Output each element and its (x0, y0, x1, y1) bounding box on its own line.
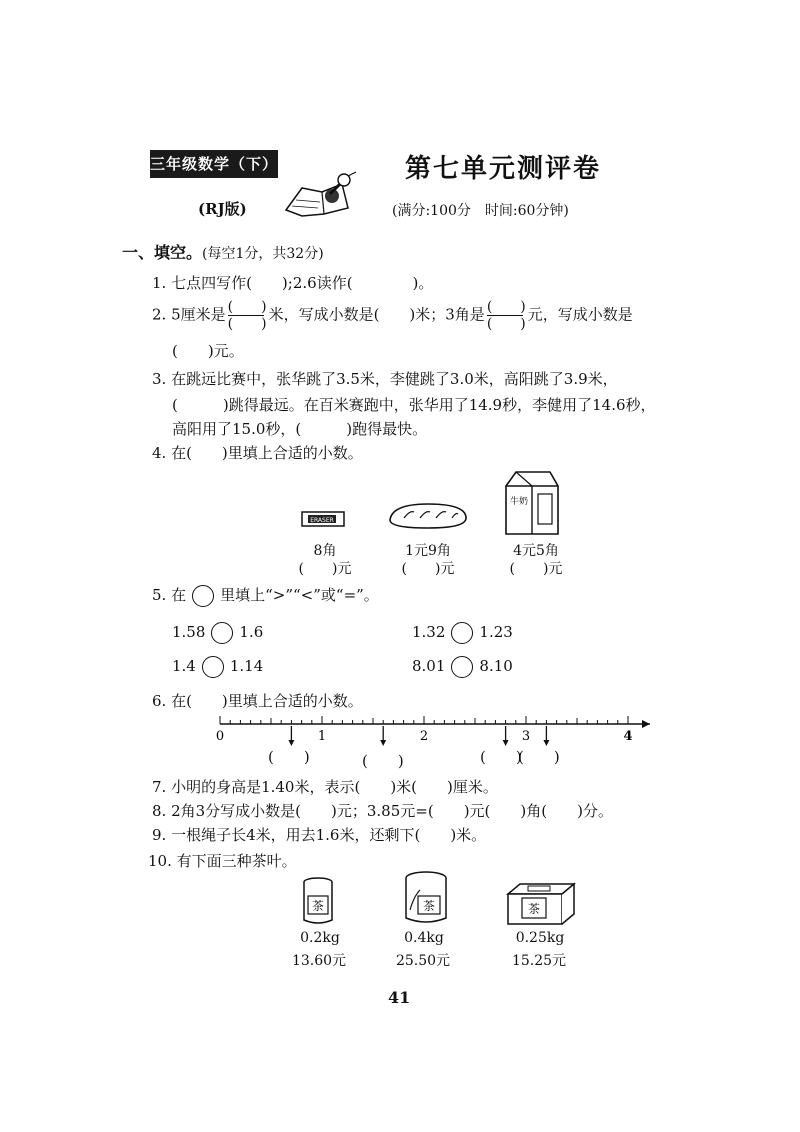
numberline-blank-1[interactable]: ( ) (268, 748, 310, 766)
compare-circle[interactable] (451, 656, 473, 678)
milk-label: 牛奶 (509, 497, 529, 507)
question-3-line2: ( )跳得最远。在百米赛跑中，张华用了14.9秒，李健用了14.6秒， (172, 396, 656, 414)
compare-circle[interactable] (451, 622, 473, 644)
numberline-blank-3[interactable]: ( ) (480, 748, 522, 766)
milk-answer[interactable]: ( )元 (509, 561, 563, 577)
arrow-right-icon (642, 720, 650, 728)
numberline-blank-2[interactable]: ( ) (362, 752, 404, 770)
compare-right: 8.10 (479, 657, 513, 675)
tea-label: 茶 (311, 899, 325, 913)
eraser-price: 8角 (313, 543, 337, 559)
tea-can-small-icon (300, 876, 336, 926)
tea-label: 茶 (422, 899, 436, 913)
tea-box-icon (506, 882, 576, 926)
tea-weight: 0.4kg (404, 930, 444, 946)
fraction-blank[interactable] (228, 300, 267, 331)
question-1: 1. 七点四写作( );2.6读作( )。 (152, 274, 434, 292)
compare-row (412, 656, 513, 678)
book-student-illustration (282, 170, 362, 220)
tick-label: 2 (419, 729, 429, 744)
q5-part-b: 里填上“>”“<”或“=”。 (220, 586, 379, 604)
compare-right: 1.14 (229, 657, 264, 675)
tick-label: 0 (215, 729, 225, 744)
question-5 (152, 584, 379, 607)
compare-left: 1.58 (172, 623, 206, 641)
question-10: 10. 有下面三种茶叶。 (148, 852, 297, 870)
bread-price: 1元9角 (405, 543, 451, 559)
tea-weight: 0.25kg (515, 930, 565, 946)
numberline-blank-4[interactable]: ( ) (518, 748, 560, 766)
milk-price: 4元5角 (513, 543, 559, 559)
compare-row (172, 656, 263, 678)
compare-left: 8.01 (412, 657, 446, 675)
question-4: 4. 在( )里填上合适的小数。 (152, 444, 363, 462)
eraser-illustration (300, 508, 346, 530)
q2-part-c: 元，写成小数是 (527, 305, 633, 324)
arrow-down-icon (380, 740, 386, 746)
question-7: 7. 小明的身高是1.40米，表示( )米( )厘米。 (152, 778, 498, 796)
circle-icon (192, 585, 214, 607)
compare-circle[interactable] (202, 656, 224, 678)
q5-part-a: 5. 在 (152, 586, 187, 604)
bread-answer[interactable]: ( )元 (401, 561, 455, 577)
fraction-denominator: ( ) (227, 316, 267, 332)
score-time-info: (满分:100分 时间:60分钟) (392, 203, 569, 219)
bread-illustration (386, 498, 470, 532)
q2-part-b: 米，写成小数是( )米；3角是 (268, 305, 485, 324)
question-2-line2: ( )元。 (172, 342, 244, 360)
grade-badge: 三年级数学（下） (150, 150, 278, 178)
tea-price: 15.25元 (511, 953, 567, 969)
fraction-blank[interactable] (487, 300, 526, 331)
page-number: 41 (388, 988, 411, 1007)
question-2 (152, 300, 633, 331)
tick-label: 3 (521, 729, 531, 744)
fraction-denominator: ( ) (486, 316, 526, 332)
page-title: 第七单元测评卷 (405, 154, 602, 184)
tea-can-large-icon (402, 870, 450, 926)
question-9: 9. 一根绳子长4米，用去1.6米，还剩下( )米。 (152, 826, 487, 844)
edition-label: (RJ版) (198, 200, 247, 218)
question-6: 6. 在( )里填上合适的小数。 (152, 692, 363, 710)
q2-part-a: 2. 5厘米是 (152, 305, 226, 324)
tick-label: 1 (317, 729, 327, 744)
question-3-line1: 3. 在跳远比赛中，张华跳了3.5米，李健跳了3.0米，高阳跳了3.9米， (152, 370, 618, 388)
compare-row (172, 622, 263, 644)
question-3-line3: 高阳用了15.0秒，( )跑得最快。 (172, 420, 428, 438)
fraction-numerator: ( ) (486, 299, 526, 315)
section-note: (每空1分，共32分) (202, 246, 324, 262)
compare-right: 1.6 (239, 623, 264, 641)
section-title: 一、填空。 (122, 243, 203, 262)
compare-right: 1.23 (479, 623, 513, 641)
compare-circle[interactable] (211, 622, 233, 644)
tea-label: 茶 (527, 902, 541, 916)
question-8: 8. 2角3分写成小数是( )元；3.85元=( )元( )角( )分。 (152, 802, 613, 820)
tick-label: 4 (623, 729, 633, 744)
tea-price: 25.50元 (395, 953, 451, 969)
eraser-answer[interactable]: ( )元 (298, 561, 352, 577)
compare-left: 1.4 (172, 657, 196, 675)
tea-weight: 0.2kg (300, 930, 340, 946)
fraction-numerator: ( ) (227, 299, 267, 315)
section-heading (122, 240, 324, 263)
compare-row (412, 622, 513, 644)
compare-left: 1.32 (412, 623, 446, 641)
svg-text:ERASER: ERASER (310, 517, 334, 524)
milk-carton-illustration (502, 468, 562, 538)
tea-price: 13.60元 (291, 953, 347, 969)
